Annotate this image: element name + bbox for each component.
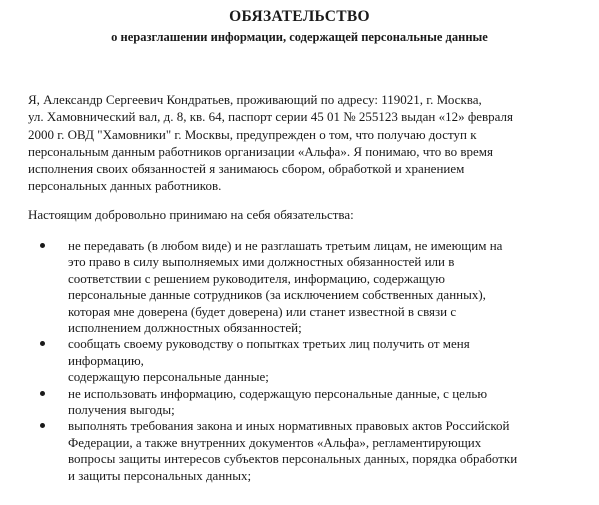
obligations-lead: Настоящим добровольно принимаю на себя обязательства: [28, 207, 354, 222]
obligation-item [0, 336, 599, 385]
obligations-list [0, 238, 599, 484]
obligation-item [0, 238, 599, 336]
obligation-line: Федерации, а также внутренних документов «Альфа», регламентирующих [68, 434, 482, 450]
intro-line: исполнения своих обязанностей я занимаюсь сбором, обработкой и хранением [28, 161, 465, 177]
bullet-icon [40, 423, 45, 428]
bullet-icon [40, 391, 45, 396]
intro-line: персональным данным работников организации «Альфа». Я понимаю, что во время [28, 143, 493, 159]
intro-line: Я, Александр Сергеевич Кондратьев, проживающий по адресу: 119021, г. Москва, [28, 92, 482, 107]
obligation-line: выполнять требования закона и иных нормативных правовых актов Российской [68, 418, 510, 434]
obligation-line: и защиты персональных данных; [68, 467, 252, 483]
document-subtitle: о неразглашении информации, содержащей персональные данные [111, 30, 488, 44]
obligation-line: содержащую персональные данные; [68, 369, 269, 385]
intro-line: ул. Хамовнический вал, д. 8, кв. 64, паспорт серии 45 01 № 255123 выдан «12» февраля [28, 109, 514, 125]
bullet-icon [40, 341, 45, 346]
intro-line: персональных данных работников. [28, 178, 222, 194]
obligation-line: исполнением должностных обязанностей; [68, 320, 302, 336]
obligation-line: вопросы защиты интересов субъектов персональных данных, порядка обработки [68, 451, 518, 467]
obligation-line: персональные данные сотрудников (за исключением собственных данных), [68, 287, 486, 303]
obligation-line: соответствии с решением руководителя, информацию, содержащую [68, 270, 446, 286]
obligation-line: это право в силу выполняемых ими должностных обязанностей или в [68, 254, 455, 270]
obligation-line: не передавать (в любом виде) и не разглашать третьим лицам, не имеющим на [68, 238, 503, 253]
obligation-item [0, 386, 599, 419]
bullet-icon [40, 243, 45, 248]
document-title: ОБЯЗАТЕЛЬСТВО [229, 8, 370, 25]
intro-line: 2000 г. ОВД "Хамовники" г. Москвы, предупрежден о том, что получаю доступ к [28, 126, 477, 142]
obligation-item [0, 418, 599, 484]
obligation-line: получения выгоды; [68, 402, 175, 418]
obligation-line: не использовать информацию, содержащую персональные данные, с целью [68, 385, 488, 401]
obligation-line: которая мне доверена (будет доверена) или станет известной в связи с [68, 303, 457, 319]
obligation-line: сообщать своему руководству о попытках третьих лиц получить от меня [68, 336, 470, 352]
intro-paragraph [28, 91, 588, 195]
obligation-line: информацию, [68, 352, 144, 368]
